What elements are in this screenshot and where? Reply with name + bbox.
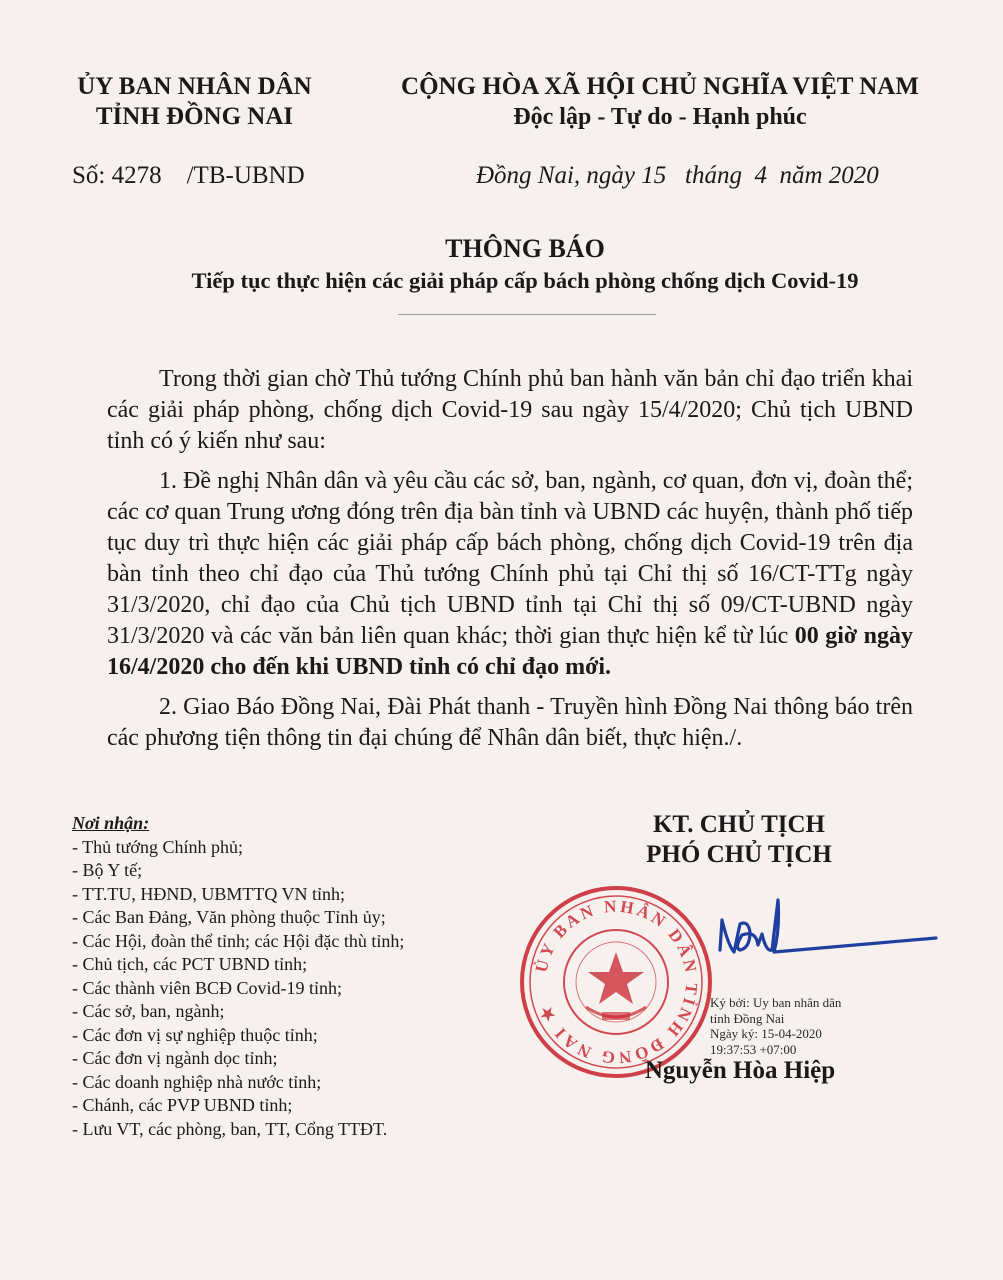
recipients-block [72, 812, 502, 1141]
title-main: THÔNG BÁO [445, 234, 605, 263]
sig-signed-time: 19:37:53 +07:00 [710, 1041, 797, 1057]
sig-signed-date: Ngày ký: 15-04-2020 [710, 1026, 822, 1041]
svg-text:ỦY BAN NHÂN DÂN TỈNH ĐỒNG NAI: ỦY BAN NHÂN DÂN TỈNH ĐỒNG NAI ★ [531, 896, 702, 1068]
org-line-2: TỈNH ĐỒNG NAI [95, 103, 294, 130]
title-divider [398, 314, 656, 315]
body-paragraph-1-text: 1. Đề nghị Nhân dân và yêu cầu các sở, ban, ngành, cơ quan, đơn vị, đoàn thể; các cơ quan Trung ương đóng trên địa bàn tỉnh và UBND các huyện, thành phố tiếp tục duy trì thực hiện các giải pháp cấp bách phòng, chống dịch Covid-19 trên địa bàn tỉnh theo chỉ đạo của Thủ tướng Chính phủ tại Chỉ thị số 16/CT-TTg ngày 31/3/2020, chỉ đạo của Chủ tịch UBND tỉnh tại Chỉ thị số 09/CT-UBND ngày 31/3/2020 và các văn bản liên quan khác; thời gian thực hiện kể từ lúc [107, 468, 913, 649]
nation-name: CỘNG HÒA XÃ HỘI CHỦ NGHĨA VIỆT NAM [401, 73, 919, 100]
signatory-title [612, 810, 866, 870]
digital-signature-info [710, 995, 870, 1057]
handwritten-signature-icon [700, 890, 940, 980]
recipient-item: - Các sở, ban, ngành; [72, 1001, 225, 1021]
title-subtitle: Tiếp tục thực hiện các giải pháp cấp bách phòng chống dịch Covid-19 [191, 268, 859, 293]
body-paragraph-1-emphasis: 00 giờ ngày 16/4/2020 cho đến khi UBND tỉnh có chỉ đạo mới. [107, 623, 913, 680]
signer-name: Nguyễn Hòa Hiệp [644, 1057, 836, 1084]
recipient-item: - Bộ Y tế; [72, 860, 143, 880]
body-paragraph-1 [107, 466, 913, 683]
recipient-item: - Các Hội, đoàn thể tỉnh; các Hội đặc thù tỉnh; [72, 930, 405, 951]
recipient-item: - Các đơn vị sự nghiệp thuộc tỉnh; [72, 1024, 318, 1045]
recipients-heading: Nơi nhận: [72, 813, 150, 833]
official-seal-icon [516, 882, 716, 1082]
recipient-item: - Các thành viên BCĐ Covid-19 tỉnh; [72, 977, 342, 998]
issuing-organization [52, 72, 337, 132]
body-paragraph-intro: Trong thời gian chờ Thủ tướng Chính phủ ban hành văn bản chỉ đạo triển khai các giải pháp phòng, chống dịch Covid-19 sau ngày 15/4/2020; Chủ tịch UBND tỉnh có ý kiến như sau: [107, 366, 913, 454]
org-line-1: ỦY BAN NHÂN DÂN [77, 73, 312, 100]
document-title [60, 232, 990, 296]
sig-signed-org: tỉnh Đồng Nai [710, 1010, 785, 1026]
recipient-item: - Các Ban Đảng, Văn phòng thuộc Tỉnh ủy; [72, 907, 386, 927]
document-date: Đồng Nai, ngày 15 tháng 4 năm 2020 [476, 162, 879, 189]
recipient-item: - Chủ tịch, các PCT UBND tỉnh; [72, 954, 308, 974]
sig-signed-by: Ký bởi: Uy ban nhân dân [710, 995, 842, 1010]
recipient-item: - Các đơn vị ngành dọc tỉnh; [72, 1048, 278, 1068]
national-heading [360, 72, 960, 132]
recipient-item: - TT.TU, HĐND, UBMTTQ VN tỉnh; [72, 883, 345, 904]
document-body [107, 364, 913, 763]
body-paragraph-2: 2. Giao Báo Đồng Nai, Đài Phát thanh - Truyền hình Đồng Nai thông báo trên các phương tiện thông tin đại chúng để Nhân dân biết, thực hiện./. [107, 694, 913, 751]
signatory-title-line-1: KT. CHỦ TỊCH [652, 811, 826, 838]
document-number: Số: 4278 /TB-UBND [72, 162, 305, 189]
recipient-item: - Các doanh nghiệp nhà nước tỉnh; [72, 1071, 322, 1092]
recipient-item: - Thủ tướng Chính phủ; [72, 836, 243, 857]
recipients-list [72, 836, 502, 1142]
signatory-title-line-2: PHÓ CHỦ TỊCH [646, 841, 832, 868]
recipient-item: - Chánh, các PVP UBND tỉnh; [72, 1095, 293, 1115]
nation-motto: Độc lập - Tự do - Hạnh phúc [513, 104, 807, 130]
recipient-item: - Lưu VT, các phòng, ban, TT, Cổng TTĐT. [72, 1118, 388, 1139]
